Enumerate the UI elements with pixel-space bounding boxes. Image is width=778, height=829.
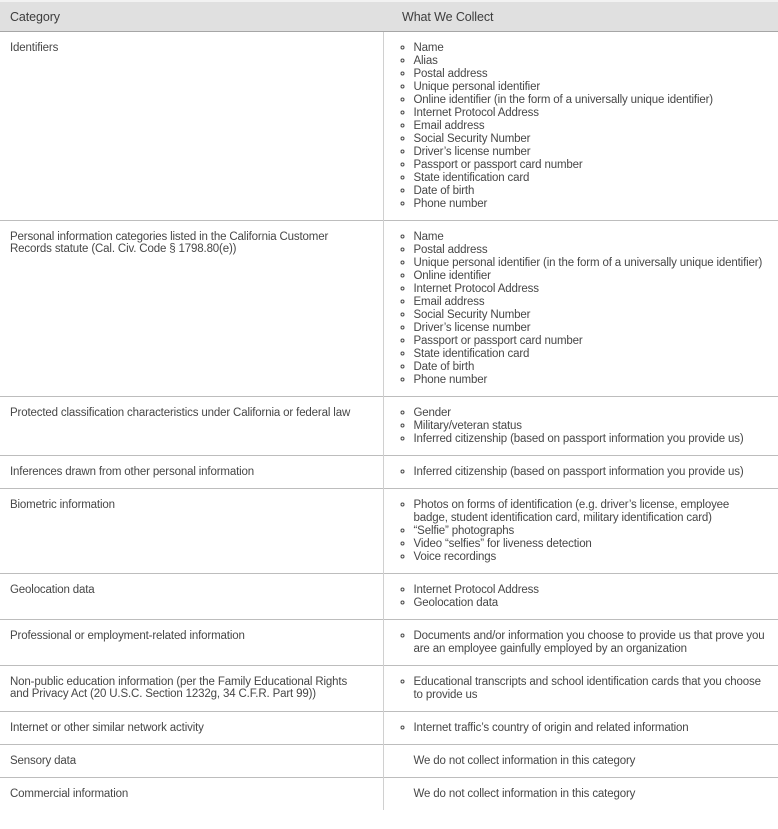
collect-item: ◦ Name [414, 42, 769, 55]
collect-item: ◦ Social Security Number [414, 133, 769, 146]
category-cell: Sensory data [0, 745, 383, 778]
collect-item: ◦ Email address [414, 296, 769, 309]
collect-item: ◦ Passport or passport card number [414, 159, 769, 172]
collect-item: ◦ Phone number [414, 374, 769, 387]
collect-cell [383, 712, 778, 745]
collect-item: ◦ State identification card [414, 348, 769, 361]
collect-item: ◦ Postal address [414, 244, 769, 257]
table-body [0, 32, 778, 811]
collect-item: ◦ Online identifier [414, 270, 769, 283]
collect-cell [383, 574, 778, 620]
category-cell: Non-public education information (per the Family Educational Rights and Privacy Act (20 U.S.C. Section 1232g, 34 C.F.R. Part 99)) [0, 666, 383, 712]
collect-item: ◦ Inferred citizenship (based on passport information you provide us) [414, 466, 769, 479]
category-cell: Professional or employment-related information [0, 620, 383, 666]
table-row [0, 221, 778, 397]
table-row [0, 397, 778, 456]
collect-item: ◦ Driver’s license number [414, 322, 769, 335]
table-row [0, 745, 778, 778]
collect-item: ◦ Email address [414, 120, 769, 133]
collect-list [394, 722, 769, 735]
category-cell: Inferences drawn from other personal information [0, 456, 383, 489]
table-row [0, 620, 778, 666]
collect-item: ◦ Unique personal identifier (in the form of a universally unique identifier) [414, 257, 769, 270]
table-header [0, 1, 778, 32]
no-collect-text: We do not collect information in this category [413, 755, 636, 767]
collect-item: ◦ Internet Protocol Address [414, 107, 769, 120]
collect-cell [383, 221, 778, 397]
collect-item: ◦ Social Security Number [414, 309, 769, 322]
no-collect-text: We do not collect information in this category [413, 788, 636, 800]
category-cell: Biometric information [0, 489, 383, 574]
collect-cell [383, 745, 778, 778]
collect-list [394, 407, 769, 446]
collect-list [394, 231, 769, 387]
collect-item: ◦ Online identifier (in the form of a universally unique identifier) [414, 94, 769, 107]
collect-list [394, 630, 769, 656]
collect-item: ◦ Video “selfies” for liveness detection [414, 538, 769, 551]
collect-cell [383, 620, 778, 666]
collect-item: ◦ Name [414, 231, 769, 244]
table-row [0, 32, 778, 221]
collect-item: ◦ Phone number [414, 198, 769, 211]
collect-item: ◦ Internet Protocol Address [414, 584, 769, 597]
category-cell: Geolocation data [0, 574, 383, 620]
collect-cell [383, 778, 778, 811]
collect-list [394, 42, 769, 211]
collect-item: ◦ “Selfie” photographs [414, 525, 769, 538]
collect-item: ◦ Driver’s license number [414, 146, 769, 159]
what-we-collect-column-header: What We Collect [383, 1, 778, 32]
collect-list [394, 676, 769, 702]
collect-item: ◦ Documents and/or information you choose to provide us that prove you are an employee gainfully employed by an organization [414, 630, 769, 656]
category-cell: Internet or other similar network activity [0, 712, 383, 745]
collect-cell [383, 456, 778, 489]
collect-item: ◦ Date of birth [414, 185, 769, 198]
collect-item: ◦ Postal address [414, 68, 769, 81]
collect-cell [383, 397, 778, 456]
collect-cell [383, 666, 778, 712]
table-row [0, 456, 778, 489]
table-row [0, 778, 778, 811]
category-cell: Identifiers [0, 32, 383, 221]
collect-item: ◦ Internet Protocol Address [414, 283, 769, 296]
collect-item: ◦ Military/veteran status [414, 420, 769, 433]
category-cell: Personal information categories listed in the California Customer Records statute (Cal. Civ. Code § 1798.80(e)) [0, 221, 383, 397]
collect-item: ◦ State identification card [414, 172, 769, 185]
collect-cell [383, 32, 778, 221]
category-cell: Commercial information [0, 778, 383, 811]
collect-item: ◦ Passport or passport card number [414, 335, 769, 348]
collect-item: ◦ Date of birth [414, 361, 769, 374]
collect-item: ◦ Voice recordings [414, 551, 769, 564]
table-row [0, 489, 778, 574]
category-cell: Protected classification characteristics under California or federal law [0, 397, 383, 456]
collect-list [394, 466, 769, 479]
collect-item: ◦ Gender [414, 407, 769, 420]
table-row [0, 666, 778, 712]
table-row [0, 712, 778, 745]
collect-item: ◦ Educational transcripts and school identification cards that you choose to provide us [414, 676, 769, 702]
collect-list [394, 499, 769, 564]
collect-list [394, 584, 769, 610]
collect-cell [383, 489, 778, 574]
collect-item: ◦ Alias [414, 55, 769, 68]
category-column-header: Category [0, 1, 383, 32]
collect-item: ◦ Geolocation data [414, 597, 769, 610]
collect-item: ◦ Unique personal identifier [414, 81, 769, 94]
collect-item: ◦ Inferred citizenship (based on passport information you provide us) [414, 433, 769, 446]
collect-item: ◦ Internet traffic’s country of origin and related information [414, 722, 769, 735]
collect-item: ◦ Photos on forms of identification (e.g. driver’s license, employee badge, student identification card, military identification card) [414, 499, 769, 525]
table-row [0, 574, 778, 620]
header-row [0, 1, 778, 32]
